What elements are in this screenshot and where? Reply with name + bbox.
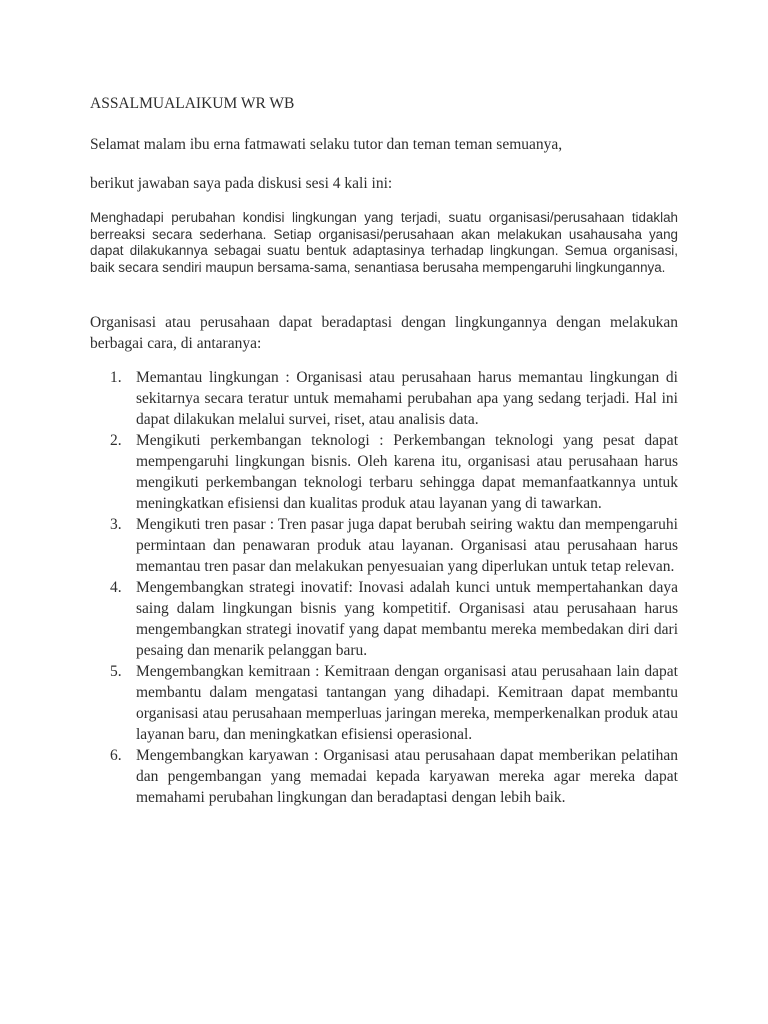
list-item [90, 661, 678, 745]
paragraph-adaptation-context: Menghadapi perubahan kondisi lingkungan yang terjadi, suatu organisasi/perusahaan tidaklah berreaksi secara sederhana. Setiap organisasi/perusahaan akan melakukan usahausaha yang dapat dilakukannya sebagai suatu bentuk adaptasinya terhadap lingkungan. Semua organisasi, baik secara sendiri maupun bersama-sama, senantiasa berusaha mempengaruhi lingkungannya. [90, 210, 678, 275]
list-item [90, 430, 678, 514]
list-item-number: 3. [110, 516, 122, 533]
greeting-line: ASSALMUALAIKUM WR WB [90, 95, 295, 112]
list-item-text: Memantau lingkungan : Organisasi atau perusahaan harus memantau lingkungan di sekitarnya secara teratur untuk memahami perubahan apa yang sedang terjadi. Hal ini dapat dilakukan melalui survei, riset, atau analisis data. [136, 369, 678, 428]
list-item-text: Mengikuti perkembangan teknologi : Perkembangan teknologi yang pesat dapat mempengaruhi lingkungan bisnis. Oleh karena itu, organisasi atau perusahaan harus mengikuti perkembangan teknologi terbaru sehingga dapat memanfaatkannya untuk meningkatkan efisiensi dan kualitas produk atau layanan yang di tawarkan. [136, 432, 678, 512]
salutation-line: Selamat malam ibu erna fatmawati selaku tutor dan teman teman semuanya, [90, 136, 563, 153]
list-item-number: 6. [110, 747, 122, 764]
list-item-number: 4. [110, 579, 122, 596]
list-item-number: 1. [110, 369, 122, 386]
list-item [90, 367, 678, 430]
list-item-number: 2. [110, 432, 122, 449]
list-item [90, 577, 678, 661]
list-item-text: Mengembangkan strategi inovatif: Inovasi adalah kunci untuk mempertahankan daya saing dalam lingkungan bisnis yang kompetitif. Organisasi atau perusahaan harus mengembangkan strategi inovatif yang dapat membantu mereka membedakan diri dari pesaing dan menarik pelanggan baru. [136, 579, 678, 659]
list-item-text: Mengikuti tren pasar : Tren pasar juga dapat berubah seiring waktu dan mempengaruhi permintaan dan penawaran produk atau layanan. Organisasi atau perusahaan harus memantau tren pasar dan melakukan penyesuaian yang diperlukan untuk tetap relevan. [136, 516, 678, 575]
list-item-number: 5. [110, 663, 122, 680]
list-item-text: Mengembangkan karyawan : Organisasi atau perusahaan dapat memberikan pelatihan dan pengembangan yang memadai kepada karyawan mereka agar mereka dapat memahami perubahan lingkungan dan beradaptasi dengan lebih baik. [136, 747, 678, 806]
list-item [90, 514, 678, 577]
intro-line: berikut jawaban saya pada diskusi sesi 4 kali ini: [90, 175, 393, 192]
adaptation-list [90, 367, 678, 808]
list-item [90, 745, 678, 808]
list-item-text: Mengembangkan kemitraan : Kemitraan dengan organisasi atau perusahaan lain dapat membantu dalam mengatasi tantangan yang dihadapi. Kemitraan dapat membantu organisasi atau perusahaan memperluas jaringan mereka, memperkenalkan produk atau layanan baru, dan meningkatkan efisiensi operasional. [136, 663, 678, 743]
paragraph-adaptation-ways: Organisasi atau perusahaan dapat beradaptasi dengan lingkungannya dengan melakukan berbagai cara, di antaranya: [90, 314, 678, 352]
